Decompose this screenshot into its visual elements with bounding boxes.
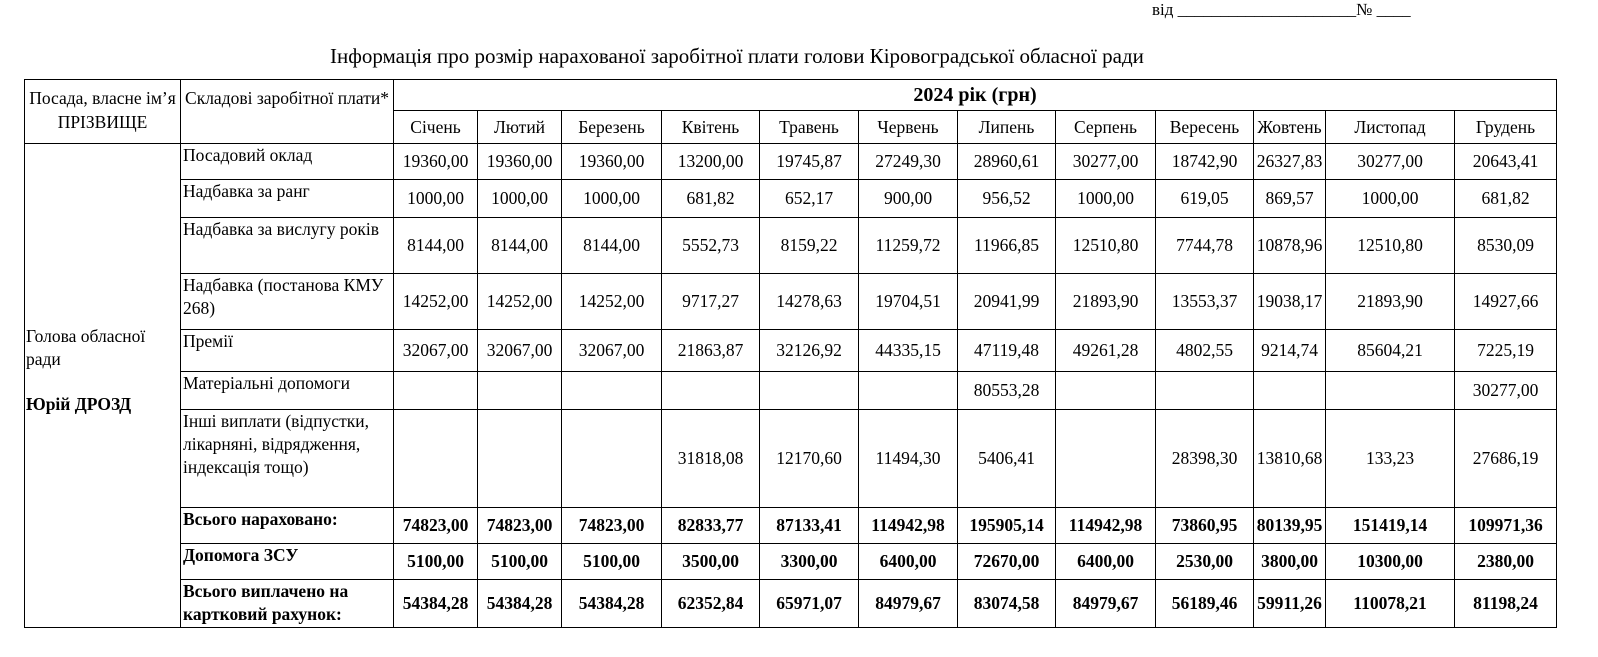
column-header-position: Посада, власне ім’я ПРІЗВИЩЕ [25,80,181,144]
value-cell [859,372,958,410]
value-cell: 2530,00 [1156,544,1254,580]
value-cell: 5552,73 [662,218,760,274]
row-label: Допомога ЗСУ [181,544,394,580]
value-cell: 110078,21 [1326,580,1455,628]
value-cell: 5406,41 [958,410,1056,508]
value-cell: 3300,00 [760,544,859,580]
row-label: Інші виплати (відпустки, лікарняні, відрядження, індексація тощо) [181,410,394,508]
month-header: Січень [394,111,478,144]
row-label: Премії [181,330,394,372]
value-cell: 12510,80 [1326,218,1455,274]
value-cell: 14252,00 [394,274,478,330]
salary-table [24,79,1557,628]
year-header: 2024 рік (грн) [394,80,1557,111]
value-cell: 900,00 [859,180,958,218]
value-cell: 9214,74 [1254,330,1326,372]
value-cell: 19360,00 [394,144,478,180]
value-cell: 195905,14 [958,508,1056,544]
table-row [25,410,1557,508]
value-cell: 10300,00 [1326,544,1455,580]
value-cell: 30277,00 [1455,372,1557,410]
value-cell: 8530,09 [1455,218,1557,274]
value-cell: 14252,00 [478,274,562,330]
month-header: Липень [958,111,1056,144]
value-cell: 9717,27 [662,274,760,330]
position-title: Голова обласної ради [26,326,146,369]
month-header: Листопад [1326,111,1455,144]
value-cell: 652,17 [760,180,859,218]
value-cell: 11494,30 [859,410,958,508]
value-cell [1326,372,1455,410]
value-cell: 72670,00 [958,544,1056,580]
table-row [25,508,1557,544]
value-cell [662,372,760,410]
value-cell: 14927,66 [1455,274,1557,330]
value-cell: 14278,63 [760,274,859,330]
value-cell: 5100,00 [562,544,662,580]
value-cell: 13810,68 [1254,410,1326,508]
value-cell: 6400,00 [859,544,958,580]
value-cell: 81198,24 [1455,580,1557,628]
value-cell: 32067,00 [478,330,562,372]
table-row [25,180,1557,218]
value-cell: 73860,95 [1156,508,1254,544]
table-row [25,544,1557,580]
value-cell [1056,372,1156,410]
month-header: Травень [760,111,859,144]
person-name: Юрій ДРОЗД [26,394,132,414]
row-label: Всього виплачено на картковий рахунок: [181,580,394,628]
value-cell: 83074,58 [958,580,1056,628]
value-cell: 80553,28 [958,372,1056,410]
value-cell: 21863,87 [662,330,760,372]
value-cell: 114942,98 [1056,508,1156,544]
value-cell: 31818,08 [662,410,760,508]
value-cell: 47119,48 [958,330,1056,372]
value-cell: 20643,41 [1455,144,1557,180]
row-label: Надбавка за ранг [181,180,394,218]
table-row [25,580,1557,628]
value-cell: 32126,92 [760,330,859,372]
value-cell: 54384,28 [478,580,562,628]
month-header: Березень [562,111,662,144]
value-cell [394,410,478,508]
document-number-line: від _____________________№ ____ [1152,0,1411,19]
value-cell: 1000,00 [394,180,478,218]
month-header: Квітень [662,111,760,144]
value-cell: 30277,00 [1056,144,1156,180]
month-header: Червень [859,111,958,144]
value-cell [1254,372,1326,410]
value-cell: 87133,41 [760,508,859,544]
value-cell: 619,05 [1156,180,1254,218]
value-cell: 19038,17 [1254,274,1326,330]
value-cell: 19360,00 [562,144,662,180]
value-cell: 21893,90 [1056,274,1156,330]
month-header: Жовтень [1254,111,1326,144]
value-cell: 109971,36 [1455,508,1557,544]
value-cell: 13553,37 [1156,274,1254,330]
value-cell: 28398,30 [1156,410,1254,508]
value-cell: 1000,00 [562,180,662,218]
value-cell: 1000,00 [1326,180,1455,218]
value-cell [760,372,859,410]
value-cell: 12510,80 [1056,218,1156,274]
value-cell: 3800,00 [1254,544,1326,580]
month-header: Серпень [1056,111,1156,144]
value-cell: 6400,00 [1056,544,1156,580]
value-cell [562,410,662,508]
value-cell: 84979,67 [1056,580,1156,628]
value-cell: 59911,26 [1254,580,1326,628]
value-cell: 49261,28 [1056,330,1156,372]
value-cell: 84979,67 [859,580,958,628]
value-cell: 11966,85 [958,218,1056,274]
value-cell: 27249,30 [859,144,958,180]
value-cell [394,372,478,410]
value-cell: 74823,00 [394,508,478,544]
value-cell: 1000,00 [1056,180,1156,218]
value-cell: 681,82 [1455,180,1557,218]
row-label: Посадовий оклад [181,144,394,180]
table-row [25,274,1557,330]
value-cell: 82833,77 [662,508,760,544]
value-cell [562,372,662,410]
value-cell: 8144,00 [394,218,478,274]
month-header: Лютий [478,111,562,144]
value-cell: 19745,87 [760,144,859,180]
value-cell: 8144,00 [562,218,662,274]
value-cell: 13200,00 [662,144,760,180]
document-title: Інформація про розмір нарахованої заробітної плати голови Кіровоградської обласної ради [330,44,1144,68]
row-label: Матеріальні допомоги [181,372,394,410]
value-cell: 28960,61 [958,144,1056,180]
value-cell: 44335,15 [859,330,958,372]
value-cell: 26327,83 [1254,144,1326,180]
value-cell: 12170,60 [760,410,859,508]
value-cell: 85604,21 [1326,330,1455,372]
value-cell: 151419,14 [1326,508,1455,544]
row-label: Надбавка (постанова КМУ 268) [181,274,394,330]
value-cell: 2380,00 [1455,544,1557,580]
value-cell: 7744,78 [1156,218,1254,274]
row-label: Всього нараховано: [181,508,394,544]
table-row [25,330,1557,372]
value-cell: 18742,90 [1156,144,1254,180]
value-cell: 1000,00 [478,180,562,218]
value-cell: 8159,22 [760,218,859,274]
value-cell: 5100,00 [394,544,478,580]
value-cell [478,372,562,410]
table-row [25,144,1557,180]
month-header: Грудень [1455,111,1557,144]
value-cell: 74823,00 [562,508,662,544]
position-cell [25,144,181,628]
table-row [25,372,1557,410]
value-cell: 21893,90 [1326,274,1455,330]
value-cell: 114942,98 [859,508,958,544]
value-cell: 869,57 [1254,180,1326,218]
table-row [25,218,1557,274]
value-cell: 54384,28 [394,580,478,628]
value-cell: 19704,51 [859,274,958,330]
value-cell [478,410,562,508]
value-cell: 20941,99 [958,274,1056,330]
value-cell [1156,372,1254,410]
value-cell: 30277,00 [1326,144,1455,180]
value-cell: 956,52 [958,180,1056,218]
row-label: Надбавка за вислугу років [181,218,394,274]
value-cell [1056,410,1156,508]
value-cell: 133,23 [1326,410,1455,508]
value-cell: 5100,00 [478,544,562,580]
value-cell: 74823,00 [478,508,562,544]
value-cell: 10878,96 [1254,218,1326,274]
month-header: Вересень [1156,111,1254,144]
value-cell: 4802,55 [1156,330,1254,372]
value-cell: 80139,95 [1254,508,1326,544]
value-cell: 7225,19 [1455,330,1557,372]
value-cell: 19360,00 [478,144,562,180]
value-cell: 11259,72 [859,218,958,274]
value-cell: 27686,19 [1455,410,1557,508]
value-cell: 56189,46 [1156,580,1254,628]
value-cell: 681,82 [662,180,760,218]
value-cell: 62352,84 [662,580,760,628]
value-cell: 54384,28 [562,580,662,628]
value-cell: 65971,07 [760,580,859,628]
value-cell: 3500,00 [662,544,760,580]
value-cell: 14252,00 [562,274,662,330]
value-cell: 32067,00 [562,330,662,372]
column-header-components: Складові заробітної плати* [181,80,394,144]
value-cell: 32067,00 [394,330,478,372]
value-cell: 8144,00 [478,218,562,274]
